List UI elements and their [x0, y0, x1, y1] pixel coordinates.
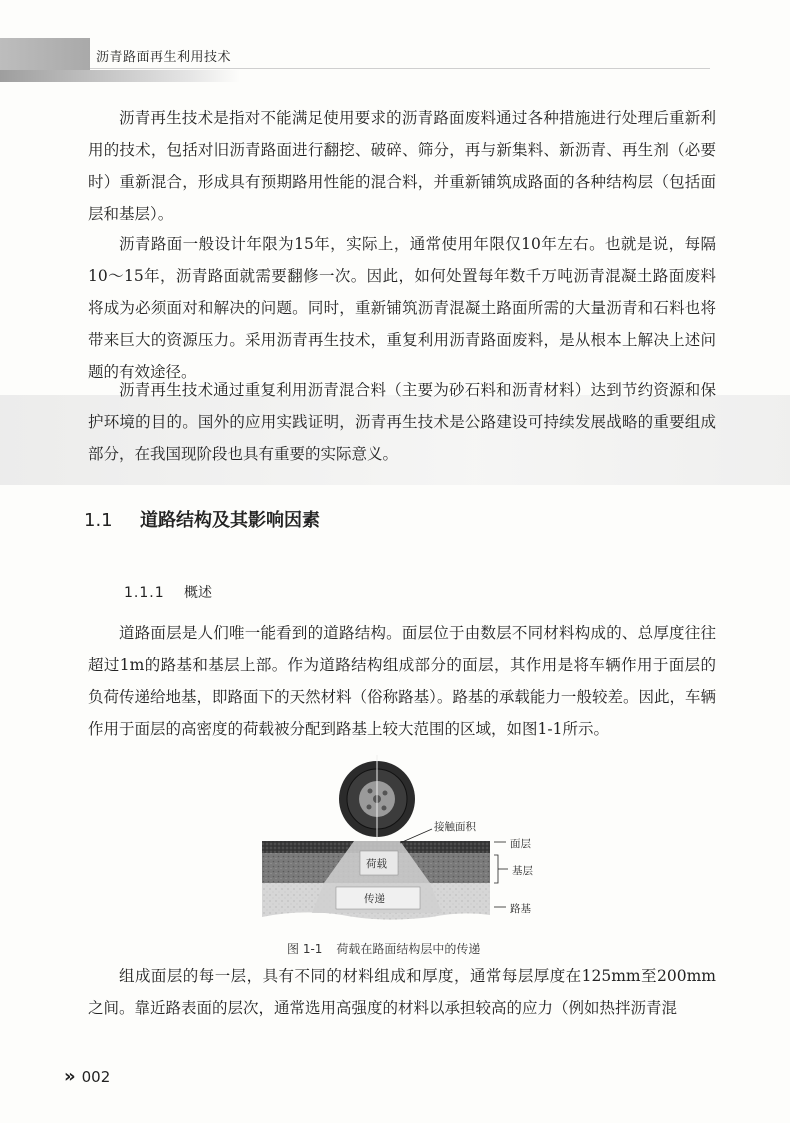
page-footer: [64, 1066, 110, 1087]
section-title: 道路结构及其影响因素: [140, 510, 320, 531]
subsection-number: 1.1.1: [124, 585, 165, 601]
body-paragraph-2: 组成面层的每一层，具有不同的材料组成和厚度，通常每层厚度在125mm至200mm之间。靠近路表面的层次，通常选用高强度的材料以承担较高的应力（例如热拌沥青混: [88, 967, 716, 1017]
label-subgrade: 路基: [510, 903, 531, 915]
running-header-title: 沥青路面再生利用技术: [96, 50, 232, 65]
intro-paragraph-3: 沥青再生技术通过重复利用沥青混合料（主要为砂石料和沥青材料）达到节约资源和保护环境的目的。国外的应用实践证明，沥青再生技术是公路建设可持续发展战略的重要组成部分，在我国现阶段也具有重要的实际意义。: [88, 381, 716, 463]
intro-paragraph-1: 沥青再生技术是指对不能满足使用要求的沥青路面废料通过各种措施进行处理后重新利用的技术，包括对旧沥青路面进行翻挖、破碎、筛分，再与新集料、新沥青、再生剂（必要时）重新混合，形成具有预期路用性能的混合料，并重新铺筑成路面的各种结构层（包括面层和基层）。: [88, 109, 716, 223]
label-load: 荷载: [366, 858, 387, 870]
subsection-heading: [124, 582, 212, 602]
double-chevron-icon: »: [64, 1066, 76, 1087]
header-band: [0, 38, 90, 70]
figure-caption-text: 荷载在路面结构层中的传递: [336, 942, 481, 956]
figure-load-transfer: [262, 755, 562, 935]
section-heading: [84, 506, 320, 532]
header-rule: [90, 68, 710, 69]
section-number: 1.1: [84, 510, 113, 531]
subsection-title: 概述: [184, 585, 212, 601]
intro-paragraph-2: 沥青路面一般设计年限为15年，实际上，通常使用年限仅10年左右。也就是说，每隔10～15年，沥青路面就需要翻修一次。因此，如何处置每年数千万吨沥青混凝土路面废料将成为必须面对和解决的问题。同时，重新铺筑沥青混凝土路面所需的大量沥青和石料也将带来巨大的资源压力。采用沥青再生技术，重复利用沥青路面废料，是从根本上解决上述问题的有效途径。: [88, 235, 716, 381]
figure-caption-number: 图 1-1: [287, 942, 323, 956]
label-contact-area: 接触面积: [434, 821, 476, 833]
page-number: 002: [81, 1068, 111, 1086]
label-transfer: 传递: [364, 893, 385, 905]
label-base-layer: 基层: [512, 865, 533, 877]
body-paragraph-1: 道路面层是人们唯一能看到的道路结构。面层位于由数层不同材料构成的、总厚度往往超过1m的路基和基层上部。作为道路结构组成部分的面层，其作用是将车辆作用于面层的负荷传递给地基，即路面下的天然材料（俗称路基）。路基的承载能力一般较差。因此，车辆作用于面层的高密度的荷载被分配到路基上较大范围的区域，如图1-1所示。: [88, 624, 716, 738]
figure-caption: [287, 940, 480, 957]
label-surface-layer: 面层: [510, 838, 531, 850]
header-band-fade: [0, 70, 240, 82]
